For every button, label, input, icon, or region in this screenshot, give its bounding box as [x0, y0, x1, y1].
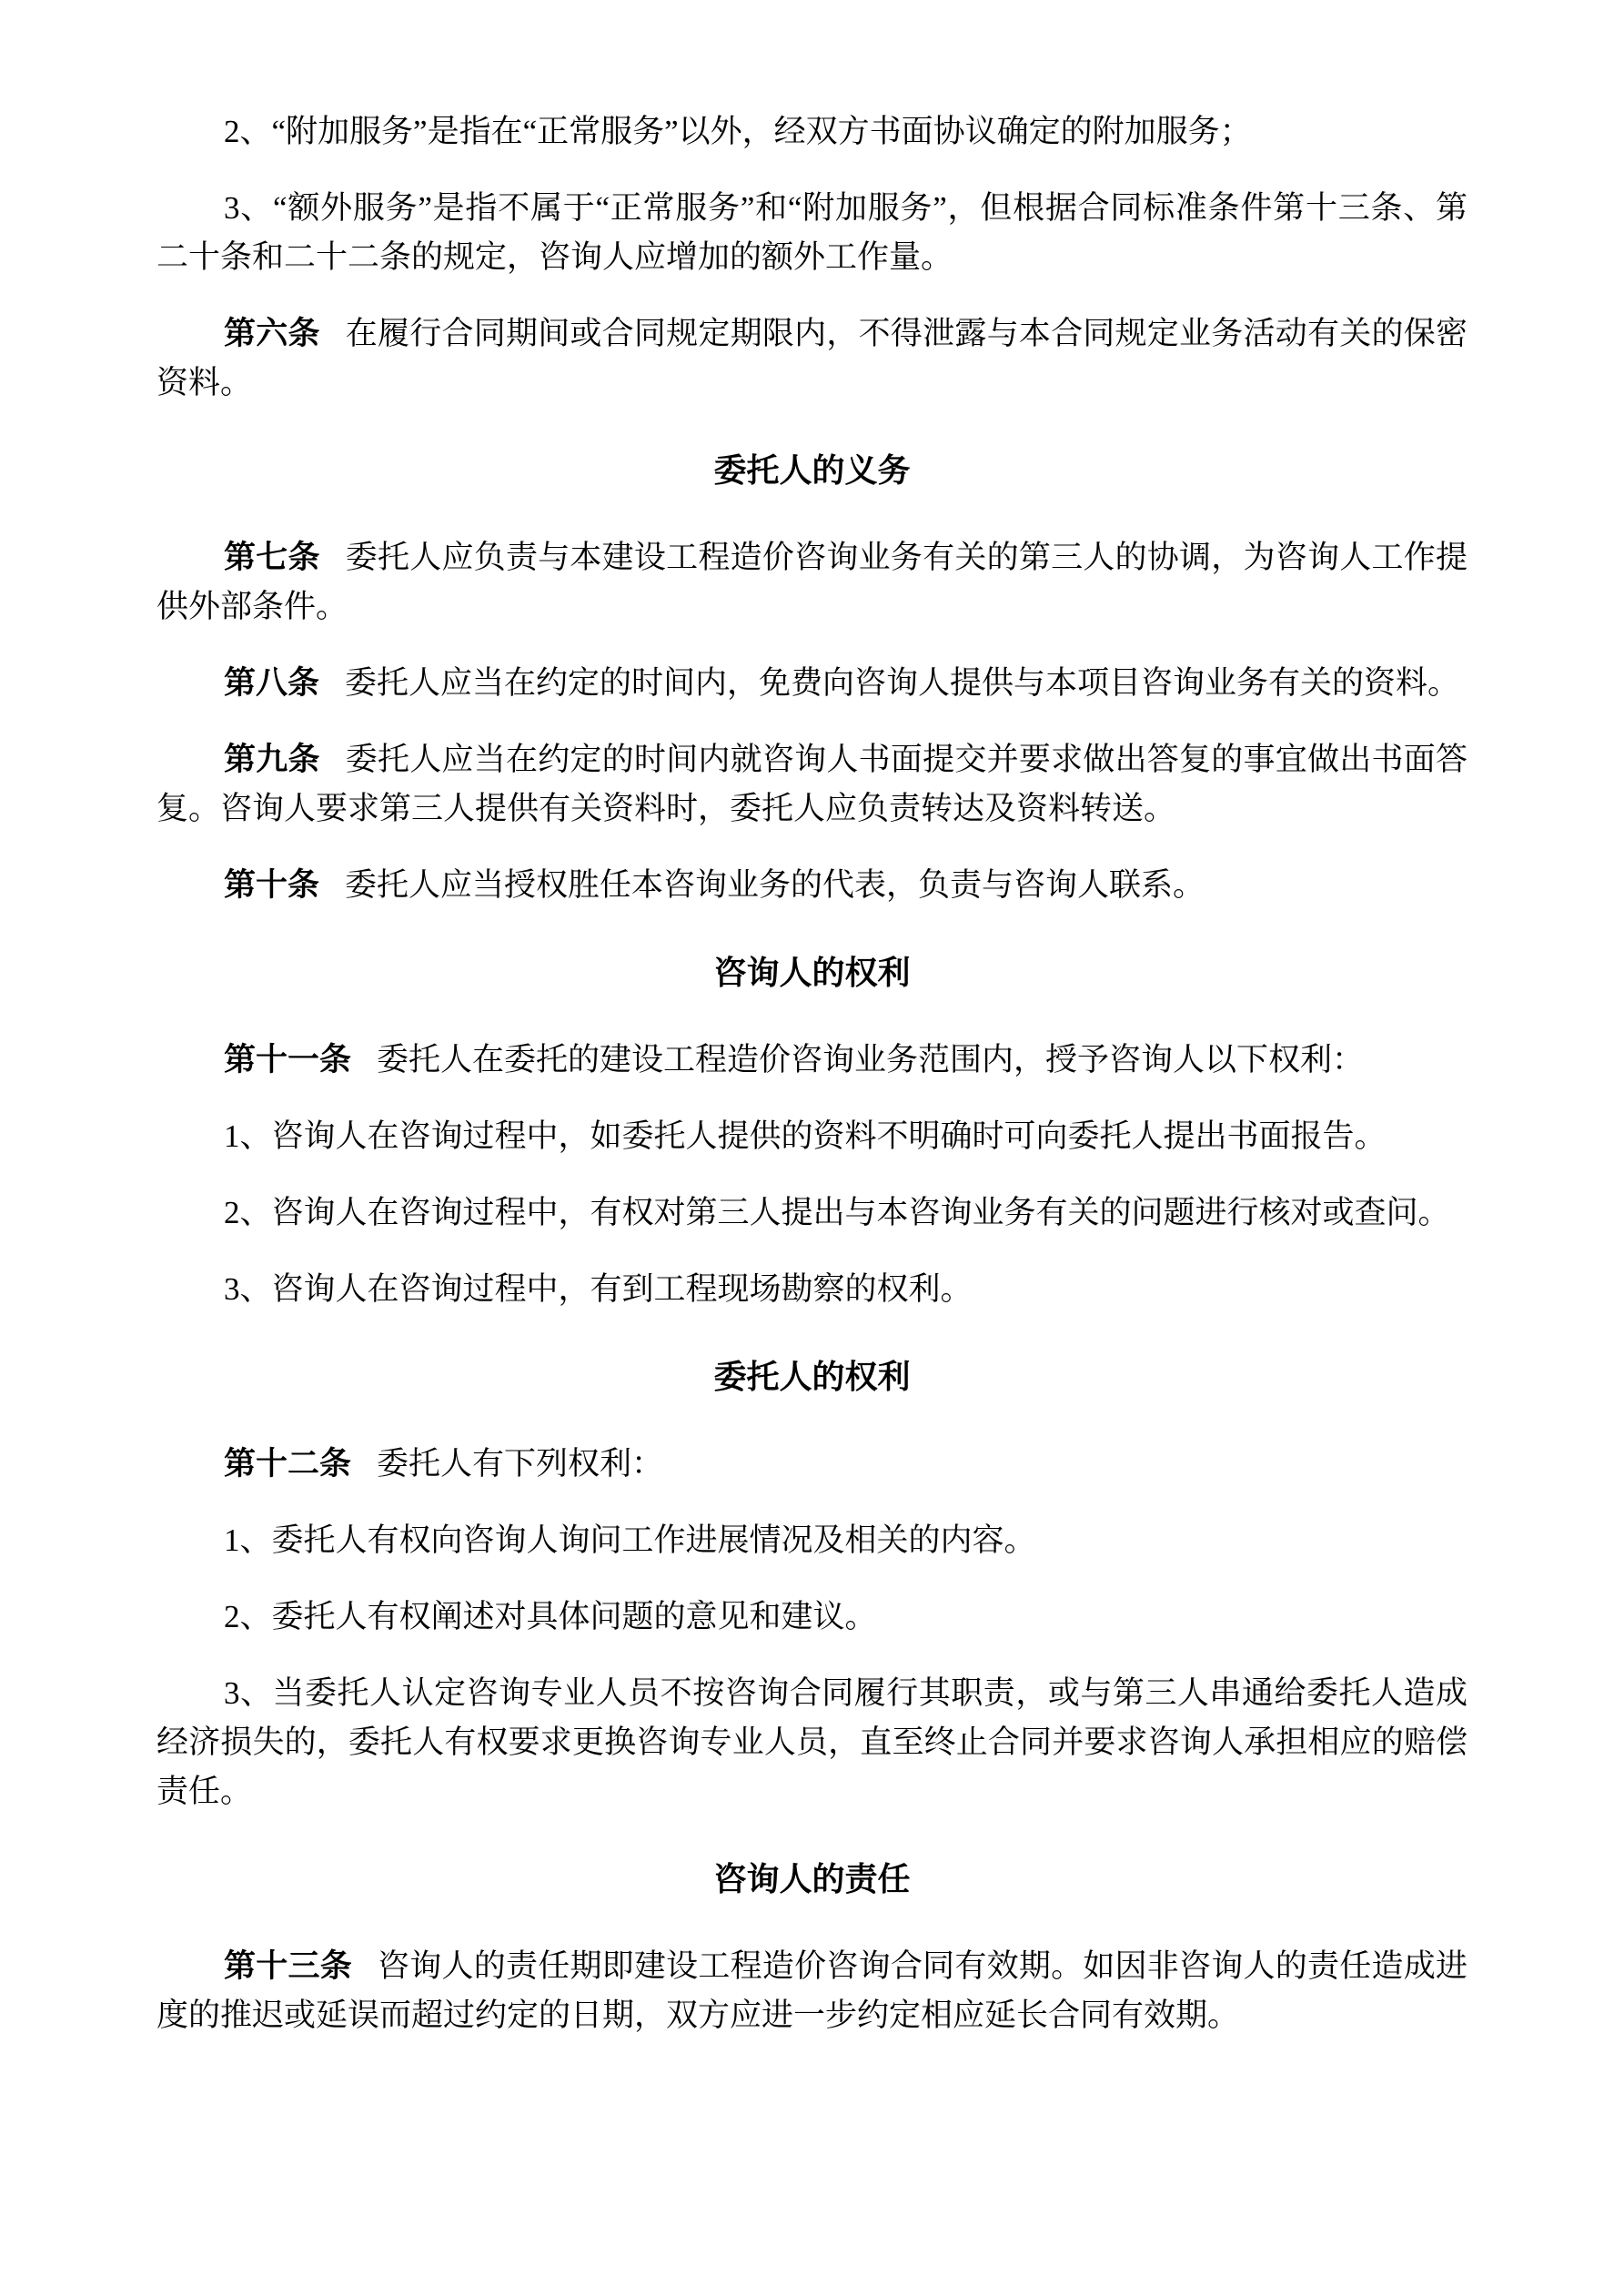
- clause-paragraph: [156, 1036, 1468, 1085]
- clause-text: 委托人应当授权胜任本咨询业务的代表，负责与咨询人联系。: [345, 867, 1205, 903]
- list-item-paragraph: 1、委托人有权向咨询人询问工作进展情况及相关的内容。: [224, 1522, 1036, 1558]
- clause-number: 第十二条: [224, 1446, 352, 1482]
- clause-number: 第十一条: [224, 1042, 352, 1077]
- clause-text: 委托人应当在约定的时间内，免费向咨询人提供与本项目咨询业务有关的资料。: [345, 665, 1460, 701]
- clause-number: 第七条: [224, 540, 320, 575]
- clause-text: 委托人在委托的建设工程造价咨询业务范围内，授予咨询人以下权利：: [377, 1042, 1365, 1077]
- clause-paragraph: [156, 735, 1468, 834]
- clause-number: 第十三条: [224, 1948, 352, 1984]
- clause-text: 委托人应当在约定的时间内就咨询人书面提交并要求做出答复的事宜做出书面答复。咨询人要求第三人提供有关资料时，委托人应负责转达及资料转送。: [156, 742, 1468, 826]
- clause-number: 第六条: [224, 316, 320, 351]
- list-item-paragraph: 3、当委托人认定咨询专业人员不按咨询合同履行其职责，或与第三人串通给委托人造成经济损失的，委托人有权要求更换咨询专业人员，直至终止合同并要求咨询人承担相应的赔偿责任。: [156, 1675, 1468, 1809]
- section-heading: 咨询人的权利: [713, 955, 911, 991]
- paragraph: 2、“附加服务”是指在“正常服务”以外，经双方书面协议确定的附加服务；: [224, 114, 1252, 149]
- list-item-paragraph: 1、咨询人在咨询过程中，如委托人提供的资料不明确时可向委托人提出书面报告。: [224, 1118, 1387, 1154]
- list-item-paragraph: 2、咨询人在咨询过程中，有权对第三人提出与本咨询业务有关的问题进行核对或查问。: [224, 1195, 1450, 1230]
- section-heading: 委托人的义务: [713, 452, 911, 489]
- section-heading: 委托人的权利: [713, 1359, 911, 1395]
- list-item-paragraph: 3、咨询人在咨询过程中，有到工程现场勘察的权利。: [224, 1271, 973, 1307]
- list-item-paragraph: 2、委托人有权阐述对具体问题的意见和建议。: [224, 1599, 877, 1634]
- section-heading: 咨询人的责任: [713, 1861, 911, 1897]
- paragraph: 3、“额外服务”是指不属于“正常服务”和“附加服务”，但根据合同标准条件第十三条、第二十条和二十二条的规定，咨询人应增加的额外工作量。: [156, 190, 1468, 275]
- clause-text: 委托人应负责与本建设工程造价咨询业务有关的第三人的协调，为咨询人工作提供外部条件。: [156, 540, 1468, 624]
- clause-text: 在履行合同期间或合同规定期限内，不得泄露与本合同规定业务活动有关的保密资料。: [156, 316, 1468, 400]
- clause-paragraph: [156, 1942, 1468, 2040]
- clause-paragraph: [156, 861, 1468, 910]
- clause-paragraph: [156, 533, 1468, 632]
- clause-number: 第十条: [224, 867, 320, 903]
- clause-text: 委托人有下列权利：: [377, 1446, 664, 1482]
- clause-paragraph: [156, 1440, 1468, 1489]
- clause-paragraph: [156, 659, 1468, 708]
- clause-paragraph: [156, 309, 1468, 408]
- clause-number: 第九条: [224, 742, 320, 777]
- clause-number: 第八条: [224, 665, 320, 701]
- clause-text: 咨询人的责任期即建设工程造价咨询合同有效期。如因非咨询人的责任造成进度的推迟或延误而超过约定的日期，双方应进一步约定相应延长合同有效期。: [156, 1948, 1468, 2033]
